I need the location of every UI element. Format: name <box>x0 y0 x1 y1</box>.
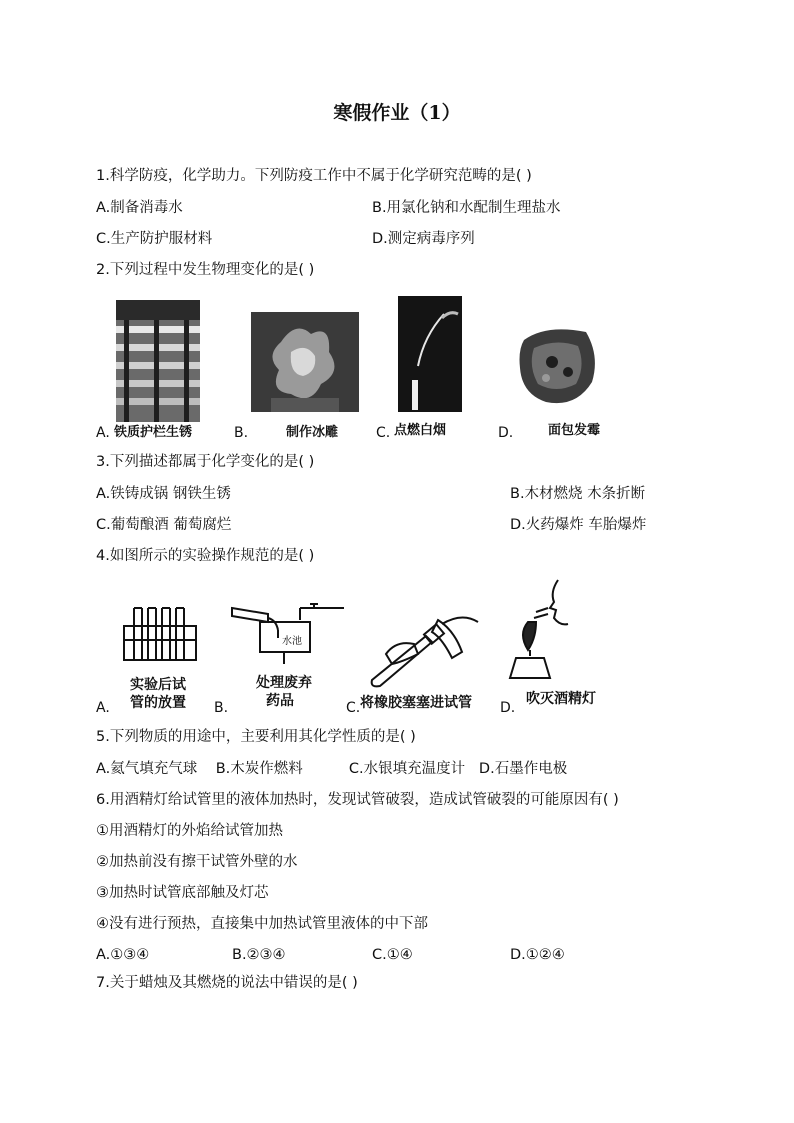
q4-caption-a-line2: 管的放置 <box>130 695 186 711</box>
q6-item-3: ③加热时试管底部触及灯芯 <box>96 885 269 901</box>
q1-option-c: C.生产防护服材料 <box>96 231 213 247</box>
q2-caption-d: 面包发霉 <box>548 423 601 438</box>
q6-option-b: B.②③④ <box>232 947 286 963</box>
q6-option-a: A.①③④ <box>96 947 150 963</box>
sink-label: 水池 <box>282 636 302 647</box>
q4-label-c: C. <box>346 700 361 716</box>
q2-label-a: A. <box>96 425 110 441</box>
q5-stem: 5.下列物质的用途中，主要利用其化学性质的是( ) <box>96 729 416 745</box>
q7-stem: 7.关于蜡烛及其燃烧的说法中错误的是( ) <box>96 975 358 991</box>
q3-option-d: D.火药爆炸 车胎爆炸 <box>510 517 647 533</box>
q2-label-c: C. <box>376 425 391 441</box>
q4-caption-c: 将橡胶塞塞进试管 <box>360 695 472 711</box>
q3-option-c: C.葡萄酿酒 葡萄腐烂 <box>96 517 232 533</box>
q4-stem: 4.如图所示的实验操作规范的是( ) <box>96 548 315 564</box>
q1-option-a: A.制备消毒水 <box>96 200 183 216</box>
q6-item-4: ④没有进行预热，直接集中加热试管里液体的中下部 <box>96 916 428 932</box>
q3-stem: 3.下列描述都属于化学变化的是( ) <box>96 454 315 470</box>
rusty-railing-photo <box>116 300 200 422</box>
white-smoke-photo <box>398 296 462 412</box>
q3-option-b: B.木材燃烧 木条折断 <box>510 486 646 502</box>
q4-label-b: B. <box>214 700 229 716</box>
q2-stem: 2.下列过程中发生物理变化的是( ) <box>96 262 315 278</box>
q4-label-a: A. <box>96 700 110 716</box>
q4-caption-d: 吹灭酒精灯 <box>526 691 596 707</box>
page-title: 寒假作业（1） <box>333 102 461 124</box>
waste-disposal-drawing <box>228 600 346 666</box>
q1-option-b: B.用氯化钠和水配制生理盐水 <box>372 200 561 216</box>
q4-label-d: D. <box>500 700 516 716</box>
test-tube-rack-drawing <box>118 606 202 664</box>
moldy-bread-photo <box>516 322 600 410</box>
q3-option-a: A.铁铸成锅 钢铁生锈 <box>96 486 231 502</box>
q2-label-d: D. <box>498 425 514 441</box>
q4-caption-a-line1: 实验后试 <box>130 677 186 693</box>
ice-sculpture-photo <box>251 312 359 412</box>
alcohol-lamp-drawing <box>506 578 586 682</box>
q6-option-d: D.①②④ <box>510 947 565 963</box>
rubber-stopper-drawing <box>366 608 484 688</box>
q6-item-2: ②加热前没有擦干试管外壁的水 <box>96 854 298 870</box>
q4-caption-b-line1: 处理废弃 <box>256 675 312 691</box>
q6-stem: 6.用酒精灯给试管里的液体加热时，发现试管破裂，造成试管破裂的可能原因有( ) <box>96 792 619 808</box>
q2-caption-c: 点燃白烟 <box>394 423 447 438</box>
q6-option-c: C.①④ <box>372 947 413 963</box>
q4-caption-b-line2: 药品 <box>266 693 294 709</box>
q2-label-b: B. <box>234 425 249 441</box>
q6-item-1: ①用酒精灯的外焰给试管加热 <box>96 823 283 839</box>
q5-options: A.氦气填充气球 B.木炭作燃料 C.水银填充温度计 D.石墨作电极 <box>96 761 568 777</box>
q1-option-d: D.测定病毒序列 <box>372 231 475 247</box>
q2-caption-a: 铁质护栏生锈 <box>114 425 193 440</box>
q2-caption-b: 制作冰雕 <box>286 425 339 440</box>
q1-stem: 1.科学防疫，化学助力。下列防疫工作中不属于化学研究范畴的是( ) <box>96 168 532 184</box>
